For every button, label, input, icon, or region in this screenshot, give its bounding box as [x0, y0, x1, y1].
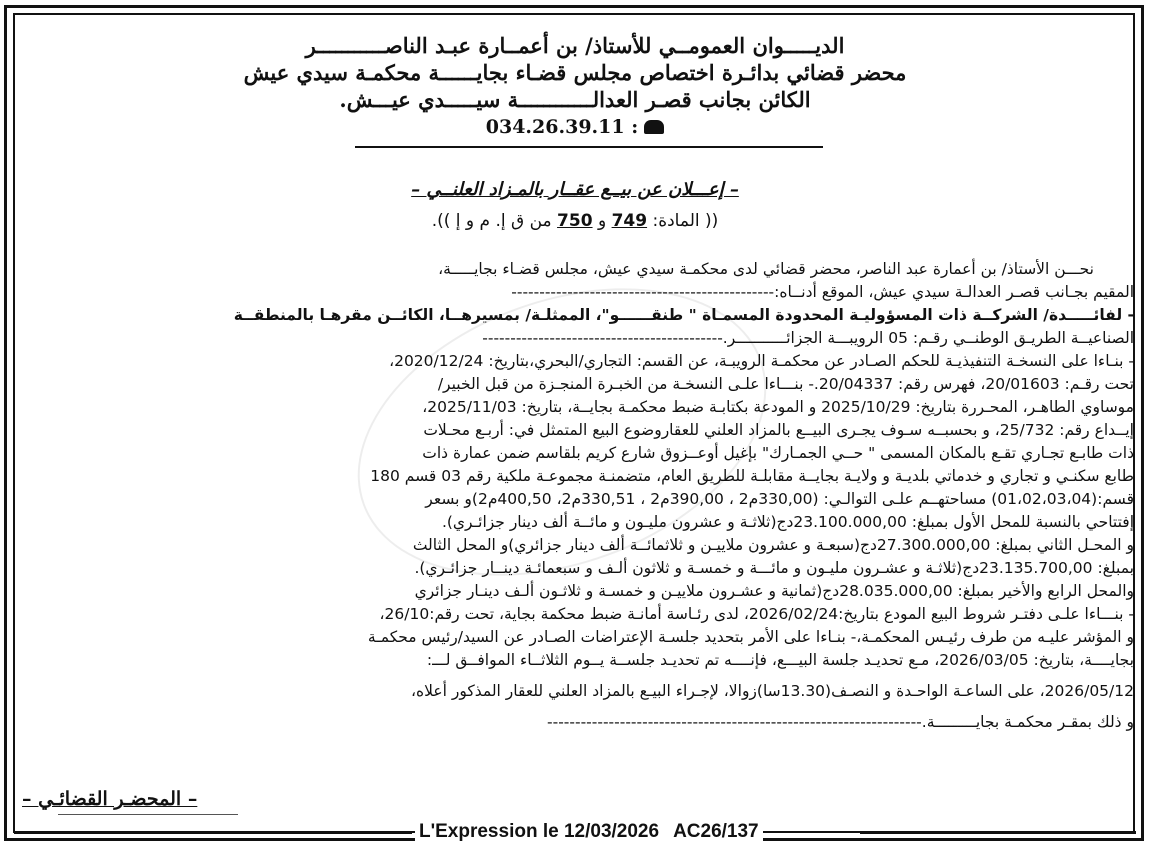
notice-title: – إعـــلان عن بيــع عقــار بالمـزاد العلنــي –	[411, 179, 739, 200]
office-title: الديـــــوان العمومــي للأستاذ/ بن أعمــارة عبـد الناصـــــــــــر	[305, 33, 845, 58]
body-line: والمحل الرابع والأخير بمبلغ: 28.035.000,00دج(ثمانية و عشـرون ملاييـن و خمسـة و ثلاثـون ألـف دينـار جزائري	[414, 582, 1134, 600]
publication-footer	[415, 821, 763, 843]
office-jurisdiction: محضر قضائي بدائـرة اختصاص مجلس قضـاء بجايــــــة محكمـة سيدي عيش	[243, 60, 907, 85]
footer-rule-right	[860, 831, 1136, 834]
body-line: إفتتاحي بالنسبة للمحل الأول بمبلغ: 23.100.000,00دج(ثلاثـة و عشرون مليـون و مائــة ألف دينار جزائـري).	[441, 513, 1134, 531]
office-phone	[0, 116, 1150, 138]
footer-rule-left	[14, 831, 412, 834]
body-line: بمبلغ: 23.135.700,00دج(ثلاثـة و عشـرون مليـون و مائـــة و خمسـة و ثلاثون ألـف و سبعمائـة دينــار جزائـري).	[414, 559, 1134, 577]
phone-number: 034.26.39.11 :	[485, 116, 639, 138]
body-line: موساوي الطاهـر، المحـررة بتاريخ: 2025/10/29 و المودعة بكتابـة ضبط محكمـة بجايــة، بتاريخ: 2025/11/03،	[422, 398, 1134, 416]
body-line: - بنـاءا على النسخـة التنفيذيـة للحكم الصـادر عن محكمـة الرويبـة، عن القسم: التجاري/البحري،بتاريخ: 2020/12/24،	[389, 352, 1134, 370]
publication-source: L'Expression le 12/03/2026	[419, 821, 660, 842]
body-line: إيــداع رقم: 25/732، و بحسبــه سـوف يجـرى البيــع بالمزاد العلني للعقاروضوع البيع المتمثل في: أربـع محـلات	[423, 421, 1134, 439]
header-divider	[355, 146, 823, 148]
notice-body	[16, 258, 1134, 734]
body-line: طابع سكنـي و تجاري و خدماتي بلديـة و ولايـة بجايــة مقابلـة للطريق العام، متضمنـة مجموعـة ملكية رقم 03 قسم 180	[370, 467, 1134, 485]
telephone-icon	[644, 120, 664, 134]
body-line: 2026/05/12، على الساعـة الواحـدة و النصـف(13.30سا)زوالا، لإجـراء البيـع بالمزاد العلني للعقار المذكور أعلاه،	[411, 682, 1134, 700]
body-line: نحـــن الأستاذ/ بن أعمارة عبد الناصر، محضر قضائي لدى محكمـة سيدي عيش، مجلس قضـاء بجايـــــة،	[438, 260, 1094, 278]
body-line: و ذلك بمقـر محكمـة بجايـــــــــة.-------------------------------------------------------------------	[547, 713, 1134, 731]
body-line: و المؤشر عليـه من طرف رئيـس المحكمـة،- بنـاءا على الأمر بتحديد جلسـة الإعتراضات الصـادر عن السيد/رئيس محكمـة	[367, 628, 1134, 646]
body-line: و المحـل الثاني بمبلغ: 27.300.000,00دج(سبعـة و عشرون ملاييـن و ثلاثمائــة ألف دينار جزائري)و المحل الثالث	[412, 536, 1134, 554]
body-line: - بنـــاءا علـى دفتـر شروط البيع المودع بتاريخ:2026/02/24، لدى رئـاسة أمانـة ضبط محكمة بجاية، تحت رقم:26/10،	[379, 605, 1134, 623]
body-line: تحت رقـم: 20/01603، فهرس رقم: 20/04337.- بنـــاءا علـى النسخـة من الخبـرة المنجـزة من قبل الخبير/	[437, 375, 1134, 393]
signature-title: – المحضـر القضائـي –	[22, 788, 198, 810]
legal-article-reference: (( المادة: 749 و 750 من ق إ. م و إ )).	[431, 211, 719, 231]
body-line: المقيم بجـانب قصـر العدالـة سيدي عيش، الموقع أدنــاه:-----------------------------------------------	[511, 283, 1134, 301]
body-line: ذات طابـع تجـاري تقـع بالمكان المسمى " حــي الجمـارك" بإغيل أوعــزوق شارع كريم بلقاسم ضمن عمارة ذات	[422, 444, 1134, 462]
office-address: الكائن بجانب قصـر العدالــــــــــــة سيـــــدي عيـــش.	[339, 87, 811, 112]
article-750: 750	[557, 211, 593, 231]
signature-underline	[58, 814, 238, 815]
publication-reference: AC26/137	[673, 821, 759, 842]
body-line: الصناعيــة الطريـق الوطنــي رقـم: 05 الرويبـــة الجزائـــــــــــر.-------------------------------------------	[482, 329, 1134, 347]
body-line: بجايــــة، بتاريخ: 2026/03/05، مـع تحديـد جلسة البيـــع، فإنــــه تم تحديـد جلســة يــوم الثلاثــاء الموافــق لـــ:	[426, 651, 1134, 669]
body-line: - لفائـــــدة/ الشركــة ذات المسؤوليـة المحدودة المسمـاة " طنقــــــو"، الممثلـة/ بمسيرهــا، الكائــن مقرهـا بالمنطقــة	[233, 306, 1134, 324]
article-749: 749	[611, 211, 648, 231]
body-line: قسم:(01،02،03،04) مساحتهــم علـى التوالـي: (330,00م2 ، 390,00م2 ، 330,51م2، 400,50م2)و بسعر	[425, 490, 1134, 508]
